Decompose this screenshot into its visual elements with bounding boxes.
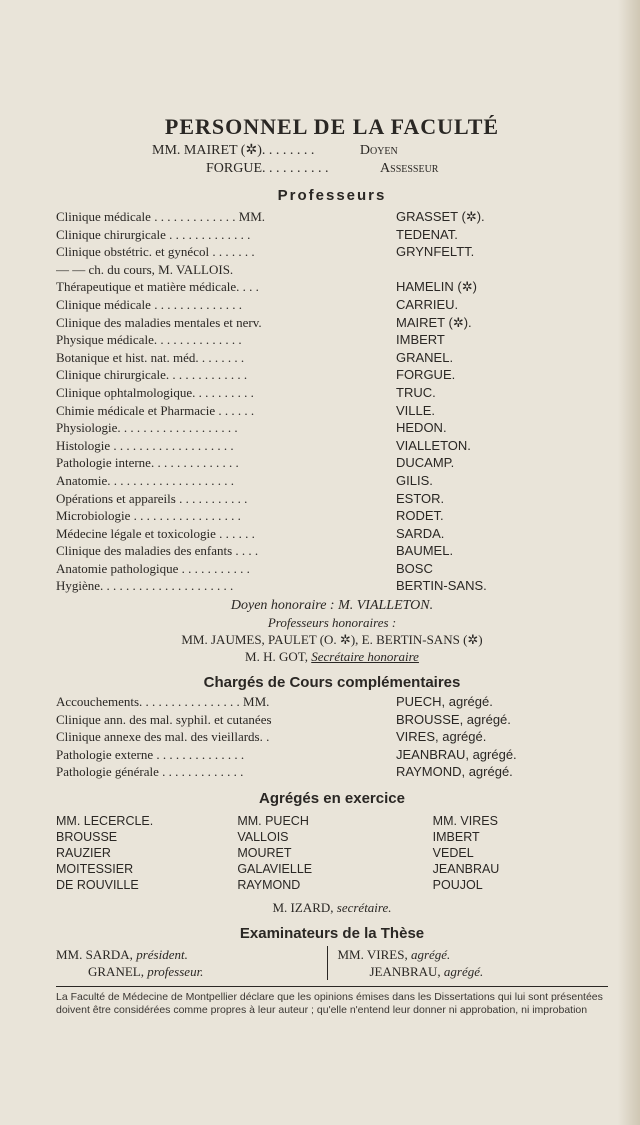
chair-label: — — ch. du cours, M. VALLOIS. [56,261,234,277]
secretaire-name: M. IZARD, [272,900,334,916]
professeur-name: VIALLETON. [396,437,471,453]
officer-role: Assesseur [380,161,439,176]
examinateurs-right [327,946,609,980]
professeur-row [56,278,608,296]
examinateurs-block [56,946,608,980]
officer-row [152,142,608,160]
professeur-name: BAUMEL. [396,543,454,559]
charges-heading: Chargés de Cours complémentaires [203,674,461,692]
agreges-column [231,813,412,893]
professeur-name: GRANEL. [396,349,454,365]
agrege-name: IMBERT [432,830,480,845]
agrege-name: GALAVIELLE [237,862,313,877]
agrege-name: MM. LECERCLE. [56,814,154,829]
agrege-name: MM. PUECH [237,814,309,829]
examinateur-line [338,946,609,963]
page-title: PERSONNEL DE LA FACULTÉ [164,114,500,139]
agrege-name: DE ROUVILLE [56,878,139,893]
examinateur-role: professeur. [147,964,204,980]
footnote: La Faculté de Médecine de Montpellier déclare que les opinions émises dans les Dissertations qui lui sont présentées doivent être considérées comme propres à leur auteur ; qu'elle n'entend leur donner ni approbation, ni improbation [56,991,603,1016]
examinateur-role: agrégé. [443,964,484,980]
chair-label: Pathologie interne. . . . . . . . . . . . . . [56,455,239,471]
chair-label: Thérapeutique et matière médicale. . . . [56,279,259,295]
chair-label: Chimie médicale et Pharmacie . . . . . . [56,402,255,418]
professeur-name: GRYNFELTT. [396,244,475,260]
examinateur-role: président. [136,947,188,963]
professeur-name: MAIRET (✲). [396,314,472,330]
professeur-name: IMBERT [396,332,445,348]
professeur-row [56,384,608,402]
professeur-name: BOSC [396,560,433,576]
chair-label: Microbiologie . . . . . . . . . . . . . . . . . [56,508,241,524]
agrege-name: MM. VIRES [432,814,498,829]
professeur-row [56,243,608,261]
charge-name: BROUSSE, agrégé. [396,711,511,727]
agrege-name: MOITESSIER [56,862,134,877]
divider [56,986,608,987]
chair-label: Physiologie. . . . . . . . . . . . . . . . . . . [56,420,238,436]
professeur-row [56,560,608,578]
charge-name: VIRES, agrégé. [396,729,487,745]
professeur-name: HAMELIN (✲) [396,279,477,295]
examinateurs-heading: Examinateurs de la Thèse [239,925,425,943]
chair-label: Clinique médicale . . . . . . . . . . . . . MM. [56,209,266,224]
professeur-name: SARDA. [396,525,445,541]
chair-label: Clinique obstétric. et gynécol . . . . . . . [56,244,255,260]
chair-label: Hygiène. . . . . . . . . . . . . . . . . . . . . [56,578,234,594]
secretaire-honoraire-role: Secrétaire honoraire [311,649,419,665]
examinateur-name: MM. VIRES, [337,947,408,963]
chair-label: Opérations et appareils . . . . . . . . . . . [56,490,248,506]
honoraires-block [56,597,608,665]
professeur-name: ESTOR. [396,490,445,506]
examinateur-line [56,946,327,963]
charge-row [56,746,608,764]
professeur-row [56,437,608,455]
examinateur-line [338,963,609,980]
chair-label: Botanique et hist. nat. méd. . . . . . . . [56,349,245,365]
professeur-row [56,525,608,543]
professeur-row [56,577,608,595]
secretaire-role: secrétaire. [336,900,392,916]
course-label: Clinique ann. des mal. syphil. et cutanées [56,711,272,727]
officer-role: Doyen [359,143,398,158]
officer-leader: . . . . . . . . . . [262,161,329,176]
course-label: Pathologie générale . . . . . . . . . . . . . [56,764,244,780]
officer-name: MM. MAIRET (✲) [152,143,262,158]
chair-label: Clinique des maladies mentales et nerv. [56,314,262,330]
chair-label: Anatomie. . . . . . . . . . . . . . . . . . . . [56,472,235,488]
professeur-name: TEDENAT. [396,226,458,242]
professeur-name [396,261,608,279]
officer-row [206,160,608,178]
officer-leader: . . . . . . . . [261,143,315,158]
faculty-officers [56,142,608,178]
professeur-name: CARRIEU. [396,296,459,312]
professeur-row [56,366,608,384]
chair-label: Clinique chirurgicale. . . . . . . . . . . . . [56,367,248,383]
professeur-row [56,331,608,349]
course-label: Accouchements. . . . . . . . . . . . . . . . MM. [56,694,270,710]
chair-label: Clinique médicale . . . . . . . . . . . . . . [56,296,242,312]
charge-row [56,711,608,729]
professeur-name: FORGUE. [396,367,456,383]
agreges-column [413,813,608,893]
professeurs-honoraires-names: MM. JAUMES, PAULET (O. ✲), E. BERTIN-SANS (✲) [181,632,483,648]
professeur-name: GILIS. [396,472,433,488]
document-content [56,112,608,1016]
charges-list [56,693,608,781]
professeur-name: TRUC. [396,384,436,400]
agreges-heading: Agrégés en exercice [259,790,405,808]
professeurs-list [56,208,608,595]
professeur-row [56,472,608,490]
agrege-name: POUJOL [432,878,483,893]
charge-row [56,763,608,781]
agrege-name: RAUZIER [56,846,111,861]
secretaire-honoraire-name: M. H. GOT, [245,649,308,665]
examinateur-role: agrégé. [410,947,451,963]
professeur-name: RODET. [396,508,444,524]
examinateur-line [56,963,327,980]
examinateur-name: JEANBRAU, [369,964,441,980]
professeurs-heading: Professeurs [277,187,387,204]
chair-label: Clinique chirurgicale . . . . . . . . . . . . . [56,226,251,242]
professeur-name: GRASSET (✲). [396,209,485,224]
professeur-row [56,507,608,525]
charge-row [56,693,608,711]
agrege-name: RAYMOND [237,878,301,893]
secretaire-line [56,899,608,916]
professeur-row [56,490,608,508]
professeur-row [56,402,608,420]
chair-label: Physique médicale. . . . . . . . . . . . . . [56,332,242,348]
agrege-name: BROUSSE [56,830,118,845]
agrege-name: VALLOIS [237,830,289,845]
examinateur-name: MM. SARDA, [56,947,133,963]
professeur-name: VILLE. [396,402,436,418]
agrege-name: JEANBRAU [432,862,500,877]
chair-label: Clinique ophtalmologique. . . . . . . . . . [56,384,254,400]
agrege-name: MOURET [237,846,292,861]
professeur-row [56,261,608,279]
professeur-row [56,349,608,367]
charge-row [56,728,608,746]
professeur-row [56,208,608,226]
professeur-name: BERTIN-SANS. [396,578,487,594]
chair-label: Histologie . . . . . . . . . . . . . . . . . . . [56,437,234,453]
examinateurs-left [56,946,327,980]
professeur-name: HEDON. [396,420,447,436]
doyen-honoraire: Doyen honoraire : M. VIALLETON. [230,598,434,614]
secretaire-honoraire [56,648,608,665]
agrege-name: VEDEL [432,846,474,861]
examinateur-name: GRANEL, [88,964,144,980]
agreges-column [56,813,231,893]
professeur-row [56,419,608,437]
course-label: Clinique annexe des mal. des vieillards. . [56,729,270,745]
course-label: Pathologie externe . . . . . . . . . . . . . . [56,746,245,762]
agreges-grid [56,813,608,893]
officer-name: FORGUE [206,161,263,176]
charge-name: JEANBRAU, agrégé. [396,746,517,762]
professeur-row [56,226,608,244]
chair-label: Anatomie pathologique . . . . . . . . . . . [56,560,250,576]
professeurs-honoraires-label: Professeurs honoraires : [267,615,397,631]
chair-label: Médecine légale et toxicologie . . . . . . [56,525,255,541]
charge-name: RAYMOND, agrégé. [396,764,513,780]
professeur-name: DUCAMP. [396,455,455,471]
charge-name: PUECH, agrégé. [396,694,493,710]
professeur-row [56,296,608,314]
professeur-row [56,314,608,332]
chair-label: Clinique des maladies des enfants . . . . [56,543,259,559]
professeur-row [56,454,608,472]
professeur-row [56,542,608,560]
